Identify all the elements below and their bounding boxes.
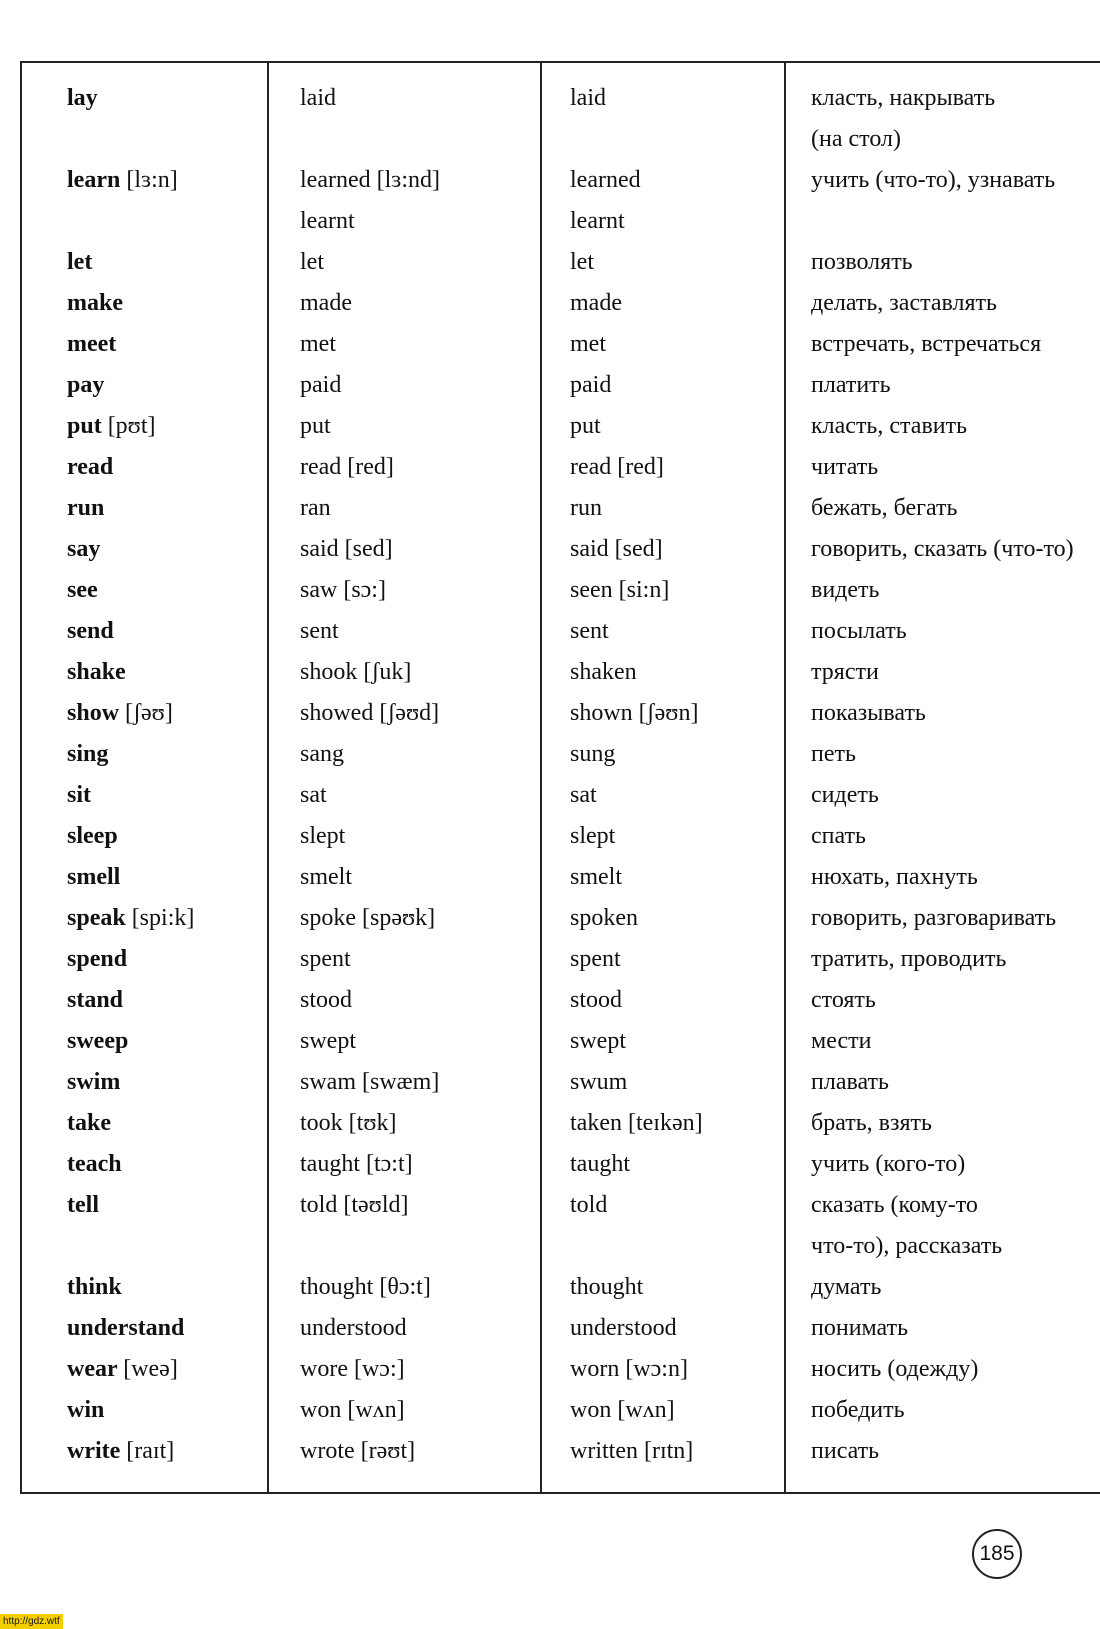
verb-row bbox=[21, 447, 1100, 488]
base-form-cell bbox=[21, 857, 268, 898]
verb-row bbox=[21, 529, 1100, 570]
past-simple-form: showed [ʃəʊd] bbox=[300, 700, 440, 726]
past-simple-cell bbox=[268, 980, 541, 1021]
verb-row bbox=[21, 570, 1100, 611]
base-form-word: lay bbox=[67, 85, 98, 111]
past-simple-cell bbox=[268, 816, 541, 857]
translation-cell bbox=[785, 816, 1100, 857]
past-participle-form: learned bbox=[570, 167, 641, 193]
translation-text: видеть bbox=[811, 577, 880, 603]
past-participle-cell bbox=[541, 939, 785, 980]
verb-row bbox=[21, 1144, 1100, 1185]
translation-text: говорить, разговаривать bbox=[811, 905, 1057, 931]
past-simple-form: put bbox=[300, 413, 331, 439]
past-participle-cell bbox=[541, 1431, 785, 1493]
base-form-cell bbox=[21, 1390, 268, 1431]
translation-cell bbox=[785, 1144, 1100, 1185]
past-participle-cell bbox=[541, 1185, 785, 1267]
translation-cell bbox=[785, 939, 1100, 980]
base-form-word: take bbox=[67, 1110, 111, 1136]
verb-row bbox=[21, 693, 1100, 734]
translation-cell bbox=[785, 611, 1100, 652]
past-participle-form: swum bbox=[570, 1069, 628, 1095]
past-participle-cell bbox=[541, 447, 785, 488]
past-simple-cell bbox=[268, 939, 541, 980]
past-simple-form: saw [sɔ:] bbox=[300, 577, 386, 603]
past-participle-cell bbox=[541, 1103, 785, 1144]
past-participle-form: understood bbox=[570, 1315, 677, 1341]
past-participle-cell bbox=[541, 365, 785, 406]
past-participle-cell bbox=[541, 283, 785, 324]
past-simple-cell bbox=[268, 570, 541, 611]
past-simple-form: learned [lɜ:nd] bbox=[300, 167, 441, 193]
translation-text: думать bbox=[811, 1274, 882, 1300]
translation-cell bbox=[785, 365, 1100, 406]
translation-cell bbox=[785, 898, 1100, 939]
translation-text: класть, ставить bbox=[811, 413, 968, 439]
base-form-cell bbox=[21, 1308, 268, 1349]
base-form-cell bbox=[21, 62, 268, 160]
translation-text: писать bbox=[811, 1438, 880, 1464]
base-form-cell bbox=[21, 816, 268, 857]
past-participle-form: spent bbox=[570, 946, 621, 972]
base-form-word: make bbox=[67, 290, 123, 316]
translation-text: говорить, сказать (что-то) bbox=[811, 536, 1074, 562]
past-participle-cell bbox=[541, 775, 785, 816]
past-simple-form: swam [swæm] bbox=[300, 1069, 440, 1095]
translation-cell bbox=[785, 775, 1100, 816]
irregular-verbs-table bbox=[20, 61, 1100, 1494]
verb-row bbox=[21, 1390, 1100, 1431]
base-form-cell bbox=[21, 1431, 268, 1493]
past-participle-form: run bbox=[570, 495, 602, 521]
page-number: 185 bbox=[972, 1529, 1022, 1579]
translation-text: делать, заставлять bbox=[811, 290, 997, 316]
verb-row bbox=[21, 488, 1100, 529]
translation-cell bbox=[785, 652, 1100, 693]
past-simple-form: smelt bbox=[300, 864, 352, 890]
base-form-cell bbox=[21, 980, 268, 1021]
base-form-word: read bbox=[67, 454, 114, 480]
past-simple-form: paid bbox=[300, 372, 342, 398]
past-participle-form: spoken bbox=[570, 905, 638, 931]
base-form-cell bbox=[21, 1185, 268, 1267]
base-form-cell bbox=[21, 283, 268, 324]
base-form-transcription: [lɜ:n] bbox=[126, 167, 178, 193]
past-simple-cell bbox=[268, 898, 541, 939]
past-participle-cell bbox=[541, 570, 785, 611]
past-simple-form: understood bbox=[300, 1315, 407, 1341]
base-form-cell bbox=[21, 160, 268, 242]
translation-text: нюхать, пахнуть bbox=[811, 864, 978, 890]
past-participle-form: sat bbox=[570, 782, 597, 808]
translation-text: посылать bbox=[811, 618, 907, 644]
past-participle-form: met bbox=[570, 331, 606, 357]
base-form-cell bbox=[21, 406, 268, 447]
past-simple-cell bbox=[268, 1349, 541, 1390]
base-form-cell bbox=[21, 365, 268, 406]
translation-text: учить (кого-то) bbox=[811, 1151, 966, 1177]
translation-cell bbox=[785, 1021, 1100, 1062]
past-participle-form: written [rɪtn] bbox=[570, 1438, 694, 1464]
verb-row bbox=[21, 734, 1100, 775]
translation-text: спать bbox=[811, 823, 866, 849]
past-simple-cell bbox=[268, 611, 541, 652]
translation-cell bbox=[785, 1349, 1100, 1390]
base-form-word: win bbox=[67, 1397, 105, 1423]
base-form-transcription: [ʃəʊ] bbox=[125, 700, 173, 726]
past-participle-form: read [red] bbox=[570, 454, 664, 480]
translation-cell bbox=[785, 1103, 1100, 1144]
base-form-cell bbox=[21, 898, 268, 939]
past-simple-cell bbox=[268, 775, 541, 816]
base-form-cell bbox=[21, 611, 268, 652]
past-participle-form: made bbox=[570, 290, 622, 316]
past-simple-form: told [təʊld] bbox=[300, 1192, 409, 1218]
past-participle-cell bbox=[541, 857, 785, 898]
base-form-cell bbox=[21, 1349, 268, 1390]
translation-text: трясти bbox=[811, 659, 879, 685]
past-simple-form: said [sed] bbox=[300, 536, 393, 562]
past-participle-cell bbox=[541, 1144, 785, 1185]
past-simple-form: wore [wɔ:] bbox=[300, 1356, 405, 1382]
past-participle-cell bbox=[541, 1021, 785, 1062]
verb-row bbox=[21, 652, 1100, 693]
verb-row bbox=[21, 939, 1100, 980]
past-simple-cell bbox=[268, 1308, 541, 1349]
past-simple-form: wrote [rəʊt] bbox=[300, 1438, 416, 1464]
base-form-cell bbox=[21, 1267, 268, 1308]
translation-text: сидеть bbox=[811, 782, 879, 808]
past-simple-form: swept bbox=[300, 1028, 356, 1054]
base-form-cell bbox=[21, 1144, 268, 1185]
past-participle-cell bbox=[541, 62, 785, 160]
verb-row bbox=[21, 1185, 1100, 1267]
translation-text: тратить, проводить bbox=[811, 946, 1007, 972]
translation-cell bbox=[785, 1267, 1100, 1308]
base-form-word: teach bbox=[67, 1151, 122, 1177]
translation-text: встречать, встречаться bbox=[811, 331, 1042, 357]
translation-text: платить bbox=[811, 372, 891, 398]
translation-text: читать bbox=[811, 454, 879, 480]
translation-text: показывать bbox=[811, 700, 926, 726]
base-form-cell bbox=[21, 488, 268, 529]
base-form-word: run bbox=[67, 495, 105, 521]
past-simple-cell bbox=[268, 406, 541, 447]
translation-cell bbox=[785, 1062, 1100, 1103]
past-participle-cell bbox=[541, 816, 785, 857]
past-simple-cell bbox=[268, 1062, 541, 1103]
past-participle-form: paid bbox=[570, 372, 612, 398]
translation-text: учить (что-то), узнавать bbox=[811, 167, 1056, 193]
past-participle-form: sent bbox=[570, 618, 609, 644]
past-simple-cell bbox=[268, 1144, 541, 1185]
verb-row bbox=[21, 324, 1100, 365]
past-simple-form: let bbox=[300, 249, 324, 275]
past-simple-form: spoke [spəʊk] bbox=[300, 905, 436, 931]
verb-row bbox=[21, 1021, 1100, 1062]
translation-cell bbox=[785, 570, 1100, 611]
translation-cell bbox=[785, 447, 1100, 488]
base-form-cell bbox=[21, 1103, 268, 1144]
base-form-cell bbox=[21, 1021, 268, 1062]
past-participle-cell bbox=[541, 611, 785, 652]
past-simple-cell bbox=[268, 1021, 541, 1062]
base-form-cell bbox=[21, 939, 268, 980]
past-participle-form: learnt bbox=[570, 208, 625, 234]
watermark-link[interactable]: http://gdz.wtf bbox=[0, 1614, 63, 1629]
base-form-word: show bbox=[67, 700, 120, 726]
past-simple-cell bbox=[268, 734, 541, 775]
translation-text: стоять bbox=[811, 987, 876, 1013]
past-simple-form: thought [θɔ:t] bbox=[300, 1274, 431, 1300]
past-participle-cell bbox=[541, 652, 785, 693]
past-participle-form: told bbox=[570, 1192, 608, 1218]
verbs-table-body bbox=[21, 62, 1100, 1493]
verb-row bbox=[21, 980, 1100, 1021]
translation-text: понимать bbox=[811, 1315, 909, 1341]
base-form-word: spend bbox=[67, 946, 128, 972]
verb-row bbox=[21, 406, 1100, 447]
past-simple-form: took [tʊk] bbox=[300, 1110, 397, 1136]
past-participle-form: worn [wɔ:n] bbox=[570, 1356, 688, 1382]
past-simple-form: stood bbox=[300, 987, 353, 1013]
verb-row bbox=[21, 365, 1100, 406]
past-participle-form: taken [teɪkən] bbox=[570, 1110, 703, 1136]
verb-row bbox=[21, 816, 1100, 857]
past-participle-form: sung bbox=[570, 741, 616, 767]
past-participle-form: smelt bbox=[570, 864, 622, 890]
verb-row bbox=[21, 1103, 1100, 1144]
past-simple-cell bbox=[268, 324, 541, 365]
past-participle-cell bbox=[541, 488, 785, 529]
base-form-word: tell bbox=[67, 1192, 99, 1218]
verb-row bbox=[21, 775, 1100, 816]
verb-row bbox=[21, 1308, 1100, 1349]
base-form-word: sit bbox=[67, 782, 91, 808]
base-form-cell bbox=[21, 529, 268, 570]
past-participle-cell bbox=[541, 242, 785, 283]
past-participle-cell bbox=[541, 980, 785, 1021]
verb-row bbox=[21, 1062, 1100, 1103]
past-simple-form: sang bbox=[300, 741, 344, 767]
translation-cell bbox=[785, 693, 1100, 734]
verb-row bbox=[21, 857, 1100, 898]
base-form-word: put bbox=[67, 413, 102, 439]
base-form-word: sweep bbox=[67, 1028, 129, 1054]
past-simple-form: learnt bbox=[300, 208, 355, 234]
translation-cell bbox=[785, 1390, 1100, 1431]
past-participle-form: shaken bbox=[570, 659, 637, 685]
past-simple-cell bbox=[268, 365, 541, 406]
past-participle-form: let bbox=[570, 249, 594, 275]
base-form-transcription: [pʊt] bbox=[107, 413, 156, 439]
verb-row bbox=[21, 283, 1100, 324]
past-simple-form: spent bbox=[300, 946, 351, 972]
past-simple-form: slept bbox=[300, 823, 346, 849]
past-simple-cell bbox=[268, 1431, 541, 1493]
base-form-word: wear bbox=[67, 1356, 118, 1382]
base-form-cell bbox=[21, 242, 268, 283]
verb-row bbox=[21, 62, 1100, 160]
base-form-word: think bbox=[67, 1274, 122, 1300]
translation-text: победить bbox=[811, 1397, 905, 1423]
past-participle-form: stood bbox=[570, 987, 623, 1013]
past-participle-cell bbox=[541, 898, 785, 939]
base-form-cell bbox=[21, 1062, 268, 1103]
translation-cell bbox=[785, 734, 1100, 775]
base-form-cell bbox=[21, 693, 268, 734]
past-participle-cell bbox=[541, 1308, 785, 1349]
base-form-word: send bbox=[67, 618, 114, 644]
base-form-cell bbox=[21, 775, 268, 816]
past-participle-form: laid bbox=[570, 85, 606, 111]
base-form-cell bbox=[21, 652, 268, 693]
verb-row bbox=[21, 1349, 1100, 1390]
past-participle-form: swept bbox=[570, 1028, 626, 1054]
translation-text: что-то), рассказать bbox=[811, 1233, 1003, 1259]
base-form-cell bbox=[21, 324, 268, 365]
past-participle-form: seen [si:n] bbox=[570, 577, 670, 603]
past-participle-form: thought bbox=[570, 1274, 644, 1300]
base-form-word: smell bbox=[67, 864, 121, 890]
translation-cell bbox=[785, 488, 1100, 529]
past-simple-form: sent bbox=[300, 618, 339, 644]
base-form-cell bbox=[21, 570, 268, 611]
verb-row bbox=[21, 898, 1100, 939]
translation-text: (на стол) bbox=[811, 126, 901, 152]
past-participle-cell bbox=[541, 406, 785, 447]
past-simple-cell bbox=[268, 529, 541, 570]
past-simple-cell bbox=[268, 242, 541, 283]
past-simple-form: met bbox=[300, 331, 336, 357]
translation-text: брать, взять bbox=[811, 1110, 932, 1136]
past-simple-form: shook [ʃuk] bbox=[300, 659, 412, 685]
past-simple-form: read [red] bbox=[300, 454, 394, 480]
past-participle-cell bbox=[541, 529, 785, 570]
past-simple-cell bbox=[268, 62, 541, 160]
past-simple-cell bbox=[268, 283, 541, 324]
translation-text: бежать, бегать bbox=[811, 495, 958, 521]
past-simple-form: made bbox=[300, 290, 352, 316]
past-simple-cell bbox=[268, 1103, 541, 1144]
past-participle-cell bbox=[541, 1349, 785, 1390]
past-simple-cell bbox=[268, 488, 541, 529]
past-participle-cell bbox=[541, 324, 785, 365]
translation-cell bbox=[785, 529, 1100, 570]
base-form-word: learn bbox=[67, 167, 121, 193]
base-form-cell bbox=[21, 447, 268, 488]
past-participle-form: said [sed] bbox=[570, 536, 663, 562]
past-participle-cell bbox=[541, 160, 785, 242]
past-simple-cell bbox=[268, 1185, 541, 1267]
past-simple-form: ran bbox=[300, 495, 331, 521]
base-form-word: sleep bbox=[67, 823, 118, 849]
translation-text: мести bbox=[811, 1028, 872, 1054]
base-form-cell bbox=[21, 734, 268, 775]
translation-text: плавать bbox=[811, 1069, 889, 1095]
past-participle-form: won [wʌn] bbox=[570, 1397, 675, 1423]
translation-cell bbox=[785, 1431, 1100, 1493]
past-participle-form: put bbox=[570, 413, 601, 439]
verb-row bbox=[21, 1267, 1100, 1308]
base-form-word: pay bbox=[67, 372, 105, 398]
translation-cell bbox=[785, 62, 1100, 160]
past-simple-cell bbox=[268, 160, 541, 242]
translation-text: класть, накрывать bbox=[811, 85, 996, 111]
past-simple-cell bbox=[268, 1267, 541, 1308]
base-form-word: let bbox=[67, 249, 93, 275]
base-form-word: meet bbox=[67, 331, 117, 357]
past-simple-cell bbox=[268, 1390, 541, 1431]
past-simple-cell bbox=[268, 447, 541, 488]
translation-cell bbox=[785, 1308, 1100, 1349]
base-form-word: see bbox=[67, 577, 98, 603]
past-simple-form: laid bbox=[300, 85, 336, 111]
past-simple-form: sat bbox=[300, 782, 327, 808]
base-form-word: understand bbox=[67, 1315, 185, 1341]
translation-text: носить (одежду) bbox=[811, 1356, 979, 1382]
past-participle-cell bbox=[541, 734, 785, 775]
translation-cell bbox=[785, 160, 1100, 242]
past-participle-cell bbox=[541, 1390, 785, 1431]
past-simple-form: taught [tɔ:t] bbox=[300, 1151, 413, 1177]
past-simple-form: won [wʌn] bbox=[300, 1397, 405, 1423]
base-form-transcription: [raɪt] bbox=[126, 1438, 175, 1464]
translation-cell bbox=[785, 980, 1100, 1021]
past-participle-form: slept bbox=[570, 823, 616, 849]
base-form-word: stand bbox=[67, 987, 124, 1013]
past-simple-cell bbox=[268, 652, 541, 693]
verb-row bbox=[21, 242, 1100, 283]
base-form-transcription: [weə] bbox=[123, 1356, 178, 1382]
verb-row bbox=[21, 611, 1100, 652]
translation-cell bbox=[785, 406, 1100, 447]
base-form-word: say bbox=[67, 536, 101, 562]
base-form-word: sing bbox=[67, 741, 109, 767]
past-participle-form: taught bbox=[570, 1151, 630, 1177]
translation-text: петь bbox=[811, 741, 856, 767]
base-form-word: shake bbox=[67, 659, 126, 685]
past-participle-form: shown [ʃəʊn] bbox=[570, 700, 699, 726]
past-participle-cell bbox=[541, 693, 785, 734]
verb-row bbox=[21, 160, 1100, 242]
translation-cell bbox=[785, 242, 1100, 283]
past-simple-cell bbox=[268, 857, 541, 898]
base-form-word: speak bbox=[67, 905, 126, 931]
translation-cell bbox=[785, 324, 1100, 365]
past-participle-cell bbox=[541, 1267, 785, 1308]
translation-text: сказать (кому-то bbox=[811, 1192, 978, 1218]
translation-cell bbox=[785, 857, 1100, 898]
translation-text: позволять bbox=[811, 249, 913, 275]
base-form-word: swim bbox=[67, 1069, 121, 1095]
base-form-word: write bbox=[67, 1438, 121, 1464]
translation-cell bbox=[785, 1185, 1100, 1267]
translation-cell bbox=[785, 283, 1100, 324]
base-form-transcription: [spi:k] bbox=[131, 905, 195, 931]
past-simple-cell bbox=[268, 693, 541, 734]
verb-row bbox=[21, 1431, 1100, 1493]
past-participle-cell bbox=[541, 1062, 785, 1103]
